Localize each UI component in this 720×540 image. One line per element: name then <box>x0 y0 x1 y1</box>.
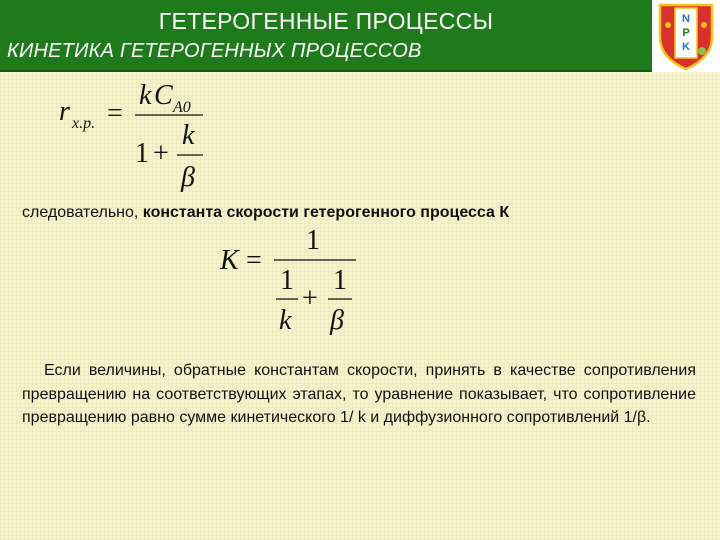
title-bar <box>0 0 652 72</box>
formula1-den-plus: + <box>153 138 169 169</box>
formula2-term1-den: k <box>279 305 292 336</box>
formula2-equals: = <box>246 245 262 276</box>
formula1-num-subscript: A0 <box>173 99 191 116</box>
rate-formula <box>55 80 225 198</box>
logo-letter-n: N <box>682 13 690 25</box>
constant-formula <box>216 225 376 339</box>
constant-statement-bold: константа скорости гетерогенного процесса К <box>142 204 510 221</box>
formula2-plus: + <box>302 283 318 314</box>
formula2-lhs: K <box>220 245 239 276</box>
slide-subtitle: КИНЕТИКА ГЕТЕРОГЕННЫХ ПРОЦЕССОВ <box>7 40 422 62</box>
formula1-lhs: r <box>59 96 70 127</box>
constant-statement-prefix: следовательно, <box>22 204 143 221</box>
formula1-lhs-subscript: x.p. <box>72 115 96 132</box>
formula1-den-k: k <box>182 120 195 151</box>
logo-letter-k: K <box>682 41 690 53</box>
formula2-term2-den: β <box>330 305 344 336</box>
formula1-den-one: 1 <box>135 138 149 169</box>
constant-statement <box>22 204 509 222</box>
formula1-equals: = <box>107 98 123 129</box>
logo-letter-p: P <box>682 27 690 39</box>
formula2-term1-num: 1 <box>280 265 294 296</box>
explanation-paragraph: Если величины, обратные константам скорости, принять в качестве сопротивления превращению на соответствующих этапах, то уравнение показывает, что сопротивление превращению равно сумме кинетического 1/ k и диффузионного сопротивлений 1/β. <box>22 362 696 426</box>
slide-title: ГЕТЕРОГЕННЫЕ ПРОЦЕССЫ <box>158 8 494 34</box>
formula1-den-beta: β <box>181 162 195 193</box>
formula2-num: 1 <box>306 225 320 256</box>
shield-emblem-icon <box>656 1 716 71</box>
formula2-term2-num: 1 <box>333 265 347 296</box>
logo-panel <box>652 0 720 72</box>
formula1-num-k: k <box>139 80 152 111</box>
formula1-num-c: C <box>154 80 173 111</box>
